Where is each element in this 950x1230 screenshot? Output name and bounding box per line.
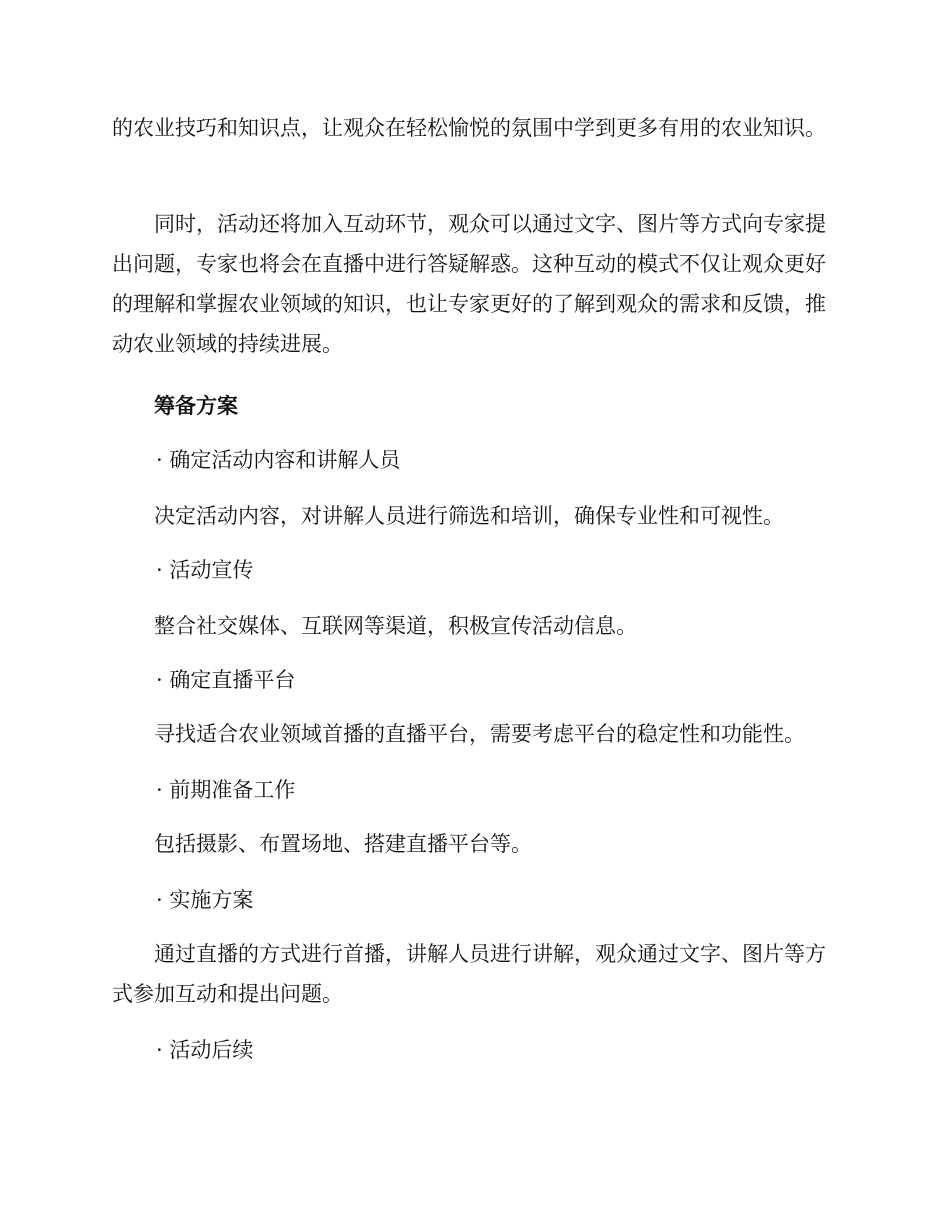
paragraph-continued: 的农业技巧和知识点，让观众在轻松愉悦的氛围中学到更多有用的农业知识。	[112, 116, 826, 140]
paragraph-interaction: 同时，活动还将加入互动环节，观众可以通过文字、图片等方式向专家提出问题，专家也将会在直播中进行答疑解惑。这种互动的模式不仅让观众更好的理解和掌握农业领域的知识，也让专家更好的了解到观众的需求和反馈，推动农业领域的持续进展。	[112, 212, 826, 356]
bullet-item-implementation: · 实施方案	[156, 888, 254, 912]
section-title: 筹备方案	[154, 393, 238, 418]
bullet-item-platform: · 确定直播平台	[156, 668, 296, 692]
bullet-item-content: · 确定活动内容和讲解人员	[156, 448, 401, 472]
bullet-item-promotion: · 活动宣传	[156, 558, 254, 582]
item-desc-preparation: 包括摄影、布置场地、搭建直播平台等。	[154, 832, 532, 856]
bullet-item-followup: · 活动后续	[156, 1038, 254, 1062]
item-desc-platform: 寻找适合农业领域首播的直播平台，需要考虑平台的稳定性和功能性。	[154, 722, 805, 746]
item-desc-implementation: 通过直播的方式进行首播，讲解人员进行讲解，观众通过文字、图片等方式参加互动和提出问题。	[112, 942, 826, 1006]
bullet-item-preparation: · 前期准备工作	[156, 778, 296, 802]
item-desc-content: 决定活动内容，对讲解人员进行筛选和培训，确保专业性和可视性。	[154, 504, 784, 528]
item-desc-promotion: 整合社交媒体、互联网等渠道，积极宣传活动信息。	[154, 614, 637, 638]
